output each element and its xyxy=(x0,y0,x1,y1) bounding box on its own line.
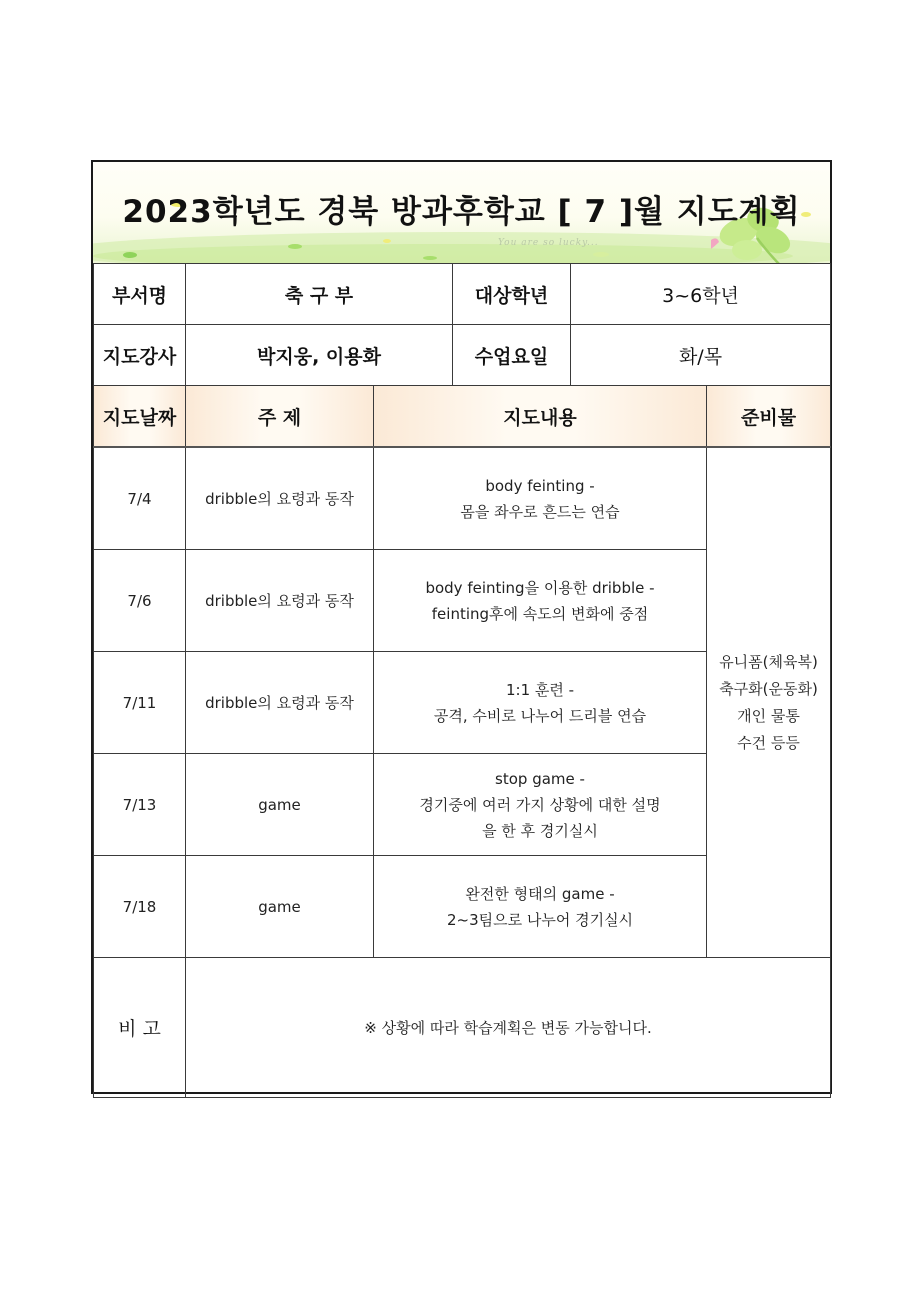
content-line: 경기중에 여러 가지 상황에 대한 설명 xyxy=(419,795,661,814)
materials-line: 개인 물통 xyxy=(737,706,800,725)
title-banner xyxy=(93,162,830,264)
row-date: 7/13 xyxy=(94,754,186,856)
teacher-value: 박지웅, 이용화 xyxy=(186,325,453,386)
row-topic: dribble의 요령과 동작 xyxy=(186,550,374,652)
materials-line: 수건 등등 xyxy=(737,733,800,752)
content-line: 2~3팀으로 나누어 경기실시 xyxy=(446,910,634,929)
note-text: ※ 상황에 따라 학습계획은 변동 가능합니다. xyxy=(186,958,831,1098)
info-row-dept xyxy=(94,264,831,325)
column-header-date: 지도날짜 xyxy=(94,386,186,448)
content-line: 공격, 수비로 나누어 드리블 연습 xyxy=(433,706,647,725)
content-line: 몸을 좌우로 흔드는 연습 xyxy=(460,502,620,521)
row-topic: dribble의 요령과 동작 xyxy=(186,447,374,550)
row-date: 7/18 xyxy=(94,856,186,958)
row-content xyxy=(374,550,707,652)
row-content xyxy=(374,652,707,754)
plan-document xyxy=(91,160,832,1094)
decor-dot xyxy=(383,239,391,243)
column-header-content: 지도내용 xyxy=(374,386,707,448)
column-header-row xyxy=(94,386,831,448)
content-line: 1:1 훈련 - xyxy=(505,680,575,699)
row-content xyxy=(374,856,707,958)
row-date: 7/4 xyxy=(94,447,186,550)
row-topic: game xyxy=(186,754,374,856)
content-line: 을 한 후 경기실시 xyxy=(482,821,598,840)
page-title: 2023학년도 경북 방과후학교 [ 7 ]월 지도계획 xyxy=(122,194,801,230)
materials-cell xyxy=(707,447,831,958)
materials-line: 유니폼(체육복) xyxy=(719,652,818,671)
content-line: 완전한 형태의 game - xyxy=(465,884,615,903)
decor-dot xyxy=(423,256,437,260)
note-label: 비 고 xyxy=(94,958,186,1098)
decor-script-text: You are so lucky... xyxy=(498,238,599,248)
row-topic: game xyxy=(186,856,374,958)
dept-label: 부서명 xyxy=(94,264,186,325)
row-topic: dribble의 요령과 동작 xyxy=(186,652,374,754)
table-row xyxy=(94,447,831,550)
days-label: 수업요일 xyxy=(453,325,571,386)
grade-label: 대상학년 xyxy=(453,264,571,325)
decor-dot xyxy=(288,244,302,249)
column-header-materials: 준비물 xyxy=(707,386,831,448)
grade-value: 3~6학년 xyxy=(571,264,831,325)
materials-line: 축구화(운동화) xyxy=(719,679,818,698)
note-row xyxy=(94,958,831,1098)
row-date: 7/11 xyxy=(94,652,186,754)
dept-value: 축 구 부 xyxy=(186,264,453,325)
plan-table xyxy=(93,263,831,1098)
row-content xyxy=(374,447,707,550)
content-line: stop game - xyxy=(495,769,585,788)
decor-dot xyxy=(593,252,609,257)
decor-dot xyxy=(123,252,137,258)
column-header-topic: 주 제 xyxy=(186,386,374,448)
content-line: body feinting - xyxy=(485,476,595,495)
decor-swoosh xyxy=(93,244,793,264)
content-line: feinting후에 속도의 변화에 중점 xyxy=(431,604,649,623)
days-value: 화/목 xyxy=(571,325,831,386)
teacher-label: 지도강사 xyxy=(94,325,186,386)
row-date: 7/6 xyxy=(94,550,186,652)
content-line: body feinting을 이용한 dribble - xyxy=(425,578,655,597)
row-content xyxy=(374,754,707,856)
info-row-teacher xyxy=(94,325,831,386)
